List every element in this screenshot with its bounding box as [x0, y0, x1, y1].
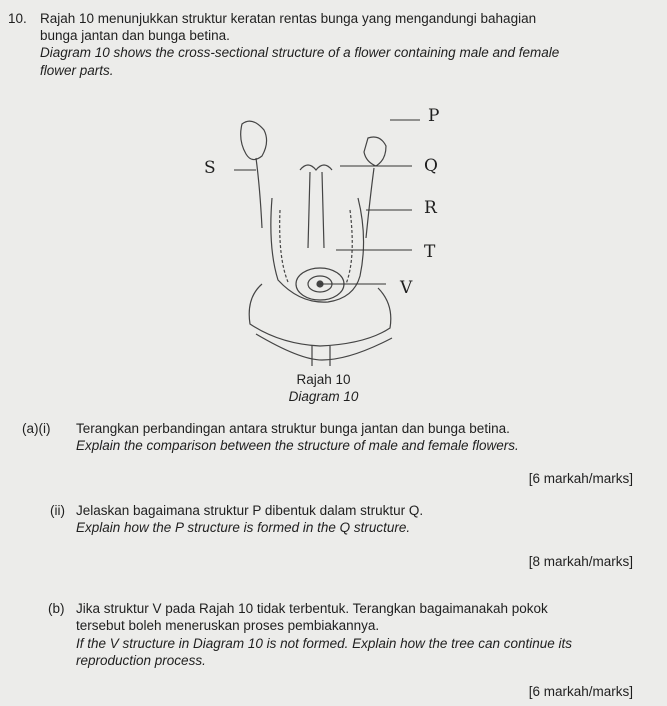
receptacle — [249, 284, 391, 346]
label-p: P — [428, 106, 440, 126]
part-b-label: (b) — [48, 601, 65, 616]
label-s: S — [204, 158, 216, 178]
part-a-i-label: (a)(i) — [22, 421, 51, 436]
caption-ms: Rajah 10 — [296, 372, 351, 387]
style — [308, 172, 324, 248]
part-a-i-en: Explain the comparison between the structure of male and female flowers. — [76, 438, 519, 453]
part-a-ii-en: Explain how the P structure is formed in the Q structure. — [76, 520, 411, 535]
flower-diagram — [190, 98, 460, 368]
left-filament — [256, 158, 262, 228]
part-b-en-line2: reproduction process. — [76, 653, 206, 668]
question-number: 10. — [8, 11, 27, 26]
intro-en-line1: Diagram 10 shows the cross-sectional structure of a flower containing male and female — [40, 45, 560, 60]
right-filament — [366, 168, 374, 238]
stigma — [300, 165, 332, 170]
part-b-en-line1: If the V structure in Diagram 10 is not formed. Explain how the tree can continue its — [76, 636, 572, 651]
label-r: R — [424, 198, 437, 218]
part-b-marks: [6 markah/marks] — [528, 684, 633, 699]
label-v: V — [400, 278, 413, 298]
part-a-ii-marks: [8 markah/marks] — [528, 554, 633, 569]
part-b-ms-line2: tersebut boleh meneruskan proses pembiakannya. — [76, 618, 380, 633]
part-a-i-ms: Terangkan perbandingan antara struktur bunga jantan dan bunga betina. — [76, 421, 510, 436]
intro-ms-line2: bunga jantan dan bunga betina. — [40, 28, 230, 43]
part-a-ii-ms: Jelaskan bagaimana struktur P dibentuk dalam struktur Q. — [76, 503, 424, 518]
intro-en-line2: flower parts. — [40, 63, 114, 78]
intro-ms-line1: Rajah 10 menunjukkan struktur keratan rentas bunga yang mengandungi bahagian — [40, 11, 537, 26]
label-q: Q — [424, 156, 438, 176]
part-b-ms-line1: Jika struktur V pada Rajah 10 tidak terbentuk. Terangkan bagaimanakah pokok — [76, 601, 548, 616]
caption-en: Diagram 10 — [288, 389, 359, 404]
right-anther — [364, 137, 386, 166]
label-t: T — [424, 242, 436, 262]
stalk — [312, 346, 330, 366]
part-a-i-marks: [6 markah/marks] — [528, 471, 633, 486]
flower-cross-section-drawing — [190, 98, 460, 368]
left-anther — [241, 121, 267, 159]
part-a-ii-label: (ii) — [50, 503, 65, 518]
